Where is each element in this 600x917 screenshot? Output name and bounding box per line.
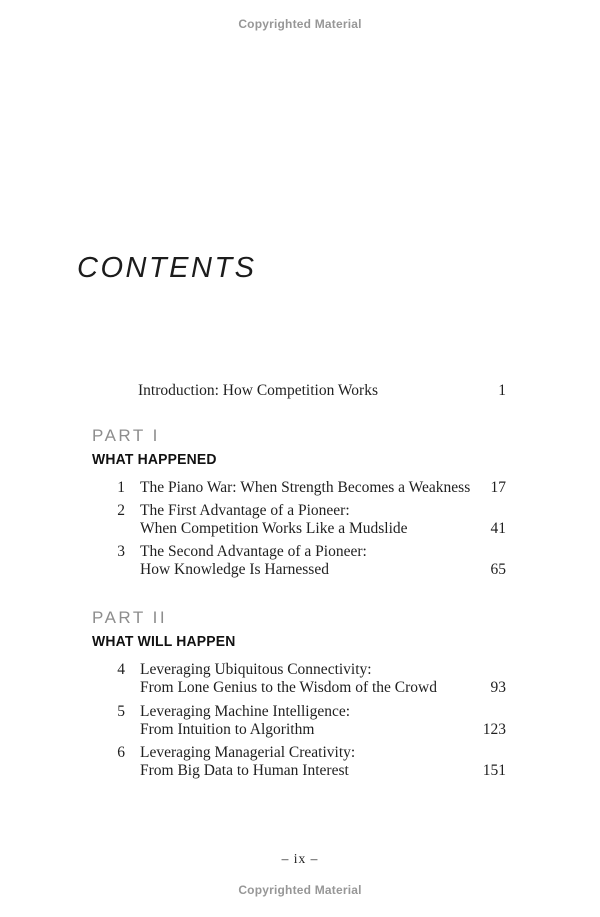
toc-entry-label: Leveraging Machine Intelligence: (140, 703, 351, 720)
page-title: CONTENTS (77, 252, 257, 284)
chapter-number: 6 (117, 744, 125, 761)
toc-entry-page-number: 151 (482, 762, 506, 779)
table-of-contents (92, 382, 506, 780)
toc-entry-chapter-5 (92, 703, 506, 739)
toc-entry-label: The Piano War: When Strength Becomes a Weakness (140, 479, 471, 496)
toc-entry-label-line2: From Big Data to Human Interest (140, 762, 349, 779)
part-label-2: PART II (92, 608, 168, 627)
toc-entry-page-number: 93 (490, 679, 506, 696)
toc-entry-chapter-6 (92, 744, 506, 780)
toc-entry-page-number: 1 (498, 382, 506, 399)
toc-entry-chapter-4 (92, 661, 506, 697)
chapter-number: 2 (117, 502, 125, 519)
toc-entry-label-line2: From Intuition to Algorithm (140, 721, 315, 738)
toc-entry-introduction (92, 382, 506, 400)
chapter-number: 3 (117, 543, 125, 560)
toc-entry-chapter-1 (92, 479, 506, 497)
folio-page-marker: – ix – (281, 851, 319, 866)
toc-entry-page-number: 65 (490, 561, 506, 578)
toc-entry-label: Introduction: How Competition Works (138, 382, 378, 399)
part-label-1: PART I (92, 426, 160, 445)
toc-entry-page-number: 17 (490, 479, 506, 496)
chapter-number: 4 (117, 661, 125, 678)
copyright-banner-top: Copyrighted Material (238, 17, 362, 31)
toc-entry-label: The First Advantage of a Pioneer: (140, 502, 350, 519)
toc-entry-page-number: 41 (490, 520, 506, 537)
chapter-number: 5 (117, 703, 125, 720)
toc-entry-chapter-3 (92, 543, 506, 579)
toc-entry-label: Leveraging Ubiquitous Connectivity: (140, 661, 372, 678)
toc-entry-page-number: 123 (482, 721, 506, 738)
toc-entry-label-line2: From Lone Genius to the Wisdom of the Crowd (140, 679, 438, 696)
part-title-1: WHAT HAPPENED (92, 451, 217, 468)
toc-entry-chapter-2 (92, 502, 506, 538)
toc-entry-label-line2: How Knowledge Is Harnessed (140, 561, 329, 578)
toc-entry-label: Leveraging Managerial Creativity: (140, 744, 356, 761)
chapter-number: 1 (117, 479, 125, 496)
copyright-banner-bottom: Copyrighted Material (238, 883, 362, 897)
toc-entry-label: The Second Advantage of a Pioneer: (140, 543, 367, 560)
toc-entry-label-line2: When Competition Works Like a Mudslide (140, 520, 408, 537)
part-title-2: WHAT WILL HAPPEN (92, 633, 236, 650)
